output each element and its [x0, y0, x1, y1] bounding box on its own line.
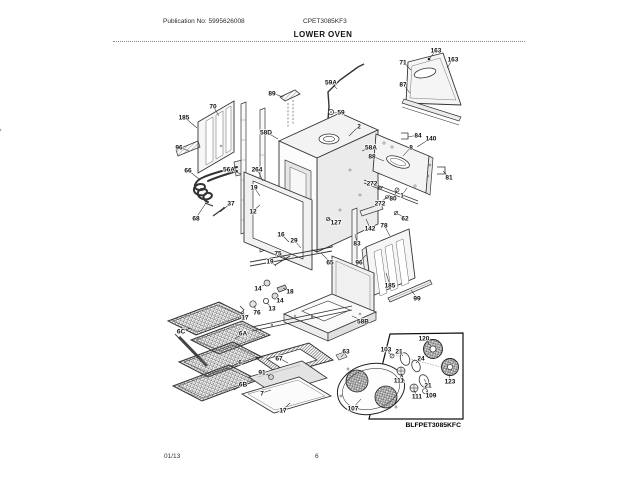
part-callout-68: 68	[192, 215, 200, 223]
part-callout-24: 24	[417, 355, 425, 363]
page-title: LOWER OVEN	[293, 30, 353, 39]
part-callout-123: 123	[444, 378, 456, 386]
part-callout-185: 185	[178, 114, 190, 122]
part-callout-6: 6	[238, 359, 242, 367]
part-callout-91: 91	[258, 369, 266, 377]
part-callout-78: 78	[380, 222, 388, 230]
part-callout-81: 81	[445, 174, 453, 182]
part-callout-127: 127	[330, 219, 342, 227]
part-callout-17: 17	[241, 314, 249, 322]
part-callout-21: 21	[424, 382, 432, 390]
model-number: CPET3085KF3	[303, 18, 347, 25]
part-callout-80: 80	[389, 195, 397, 203]
part-callout-17: 17	[279, 407, 287, 415]
part-callout-2: 2	[357, 123, 361, 131]
part-callout-62: 62	[401, 215, 409, 223]
mounting-bracket-89	[280, 90, 300, 127]
part-callout-59: 59	[337, 109, 345, 117]
grommet	[328, 109, 333, 114]
part-callout-6C: 6C	[176, 328, 186, 336]
part-callout-272: 272	[366, 180, 378, 188]
part-callout-59A: 59A	[325, 79, 337, 87]
top-vent	[319, 134, 339, 144]
part-callout-99: 99	[413, 295, 421, 303]
part-callout-58D: 58D	[260, 129, 272, 137]
fan-blower-120	[424, 340, 443, 359]
part-callout-58A: 58A	[365, 144, 377, 152]
screw-62-icon	[394, 211, 398, 215]
part-callout-21: 21	[395, 348, 403, 356]
part-callout-12: 12	[249, 208, 257, 216]
part-callout-19: 19	[250, 184, 258, 192]
footer-date: 01/13	[164, 453, 181, 460]
part-callout-107: 107	[347, 405, 359, 413]
part-callout-163: 163	[430, 47, 442, 55]
part-callout-76: 76	[253, 309, 261, 317]
part-callout-96: 96	[355, 259, 363, 267]
footer-page-number: 6	[315, 453, 319, 460]
part-callout-120: 120	[418, 335, 430, 343]
hinge-parts	[240, 256, 290, 313]
pin-37-icon	[213, 207, 225, 216]
part-callout-13: 13	[268, 305, 276, 313]
part-callout-87: 87	[399, 81, 407, 89]
part-callout-88: 88	[368, 153, 376, 161]
publication-number: Publication No: 5995626008	[163, 18, 245, 25]
inset-caption: BLFPET3085KFC	[405, 422, 461, 429]
part-callout-19: 19	[266, 258, 274, 266]
part-callout-75: 75	[274, 250, 282, 258]
grille-right	[375, 386, 397, 408]
side-panel-upper-right	[402, 53, 461, 125]
part-callout-84: 84	[414, 132, 422, 140]
part-callout-96: 96	[175, 144, 183, 152]
part-callout-8: 8	[409, 144, 413, 152]
part-callout-6A: 6A	[238, 330, 248, 338]
part-callout-66: 66	[184, 167, 192, 175]
part-callout-6B: 6B	[238, 381, 248, 389]
part-callout-63: 63	[342, 348, 350, 356]
insulation-panel	[0, 101, 234, 173]
part-callout-56A: 56A	[223, 166, 235, 174]
part-callout-14: 14	[254, 285, 262, 293]
clip-bracket-81	[437, 167, 445, 174]
part-callout-18: 18	[286, 288, 294, 296]
part-callout-272: 272	[374, 200, 386, 208]
part-callout-16: 16	[277, 231, 285, 239]
part-callout-140: 140	[425, 135, 437, 143]
part-callout-111: 111	[393, 377, 405, 385]
part-callout-65: 65	[326, 259, 334, 267]
part-callout-185: 185	[384, 282, 396, 290]
part-callout-109: 109	[425, 392, 437, 400]
part-callout-103: 103	[380, 346, 392, 354]
grille-left	[346, 370, 368, 392]
part-callout-70: 70	[209, 103, 217, 111]
part-callout-58B: 58B	[357, 318, 369, 326]
part-callout-163: 163	[447, 56, 459, 64]
part-callout-71: 71	[399, 59, 407, 67]
fan-blower-123	[442, 359, 459, 376]
fan-blade-111b	[410, 384, 418, 392]
part-callout-14: 14	[276, 297, 284, 305]
clip-bracket-84	[401, 133, 408, 139]
part-callout-142: 142	[364, 225, 376, 233]
glass-pad	[269, 375, 274, 380]
part-callout-264: 264	[251, 166, 263, 174]
fan-blade-111a	[397, 367, 405, 375]
part-callout-7: 7	[260, 390, 264, 398]
part-callout-1: 1	[400, 192, 404, 200]
part-callout-89: 89	[268, 90, 276, 98]
part-callout-111: 111	[411, 393, 423, 401]
part-callout-37: 37	[227, 200, 235, 208]
part-callout-29: 29	[290, 237, 298, 245]
part-callout-83: 83	[353, 240, 361, 248]
part-callout-67: 67	[275, 355, 283, 363]
base-platform	[284, 256, 376, 341]
